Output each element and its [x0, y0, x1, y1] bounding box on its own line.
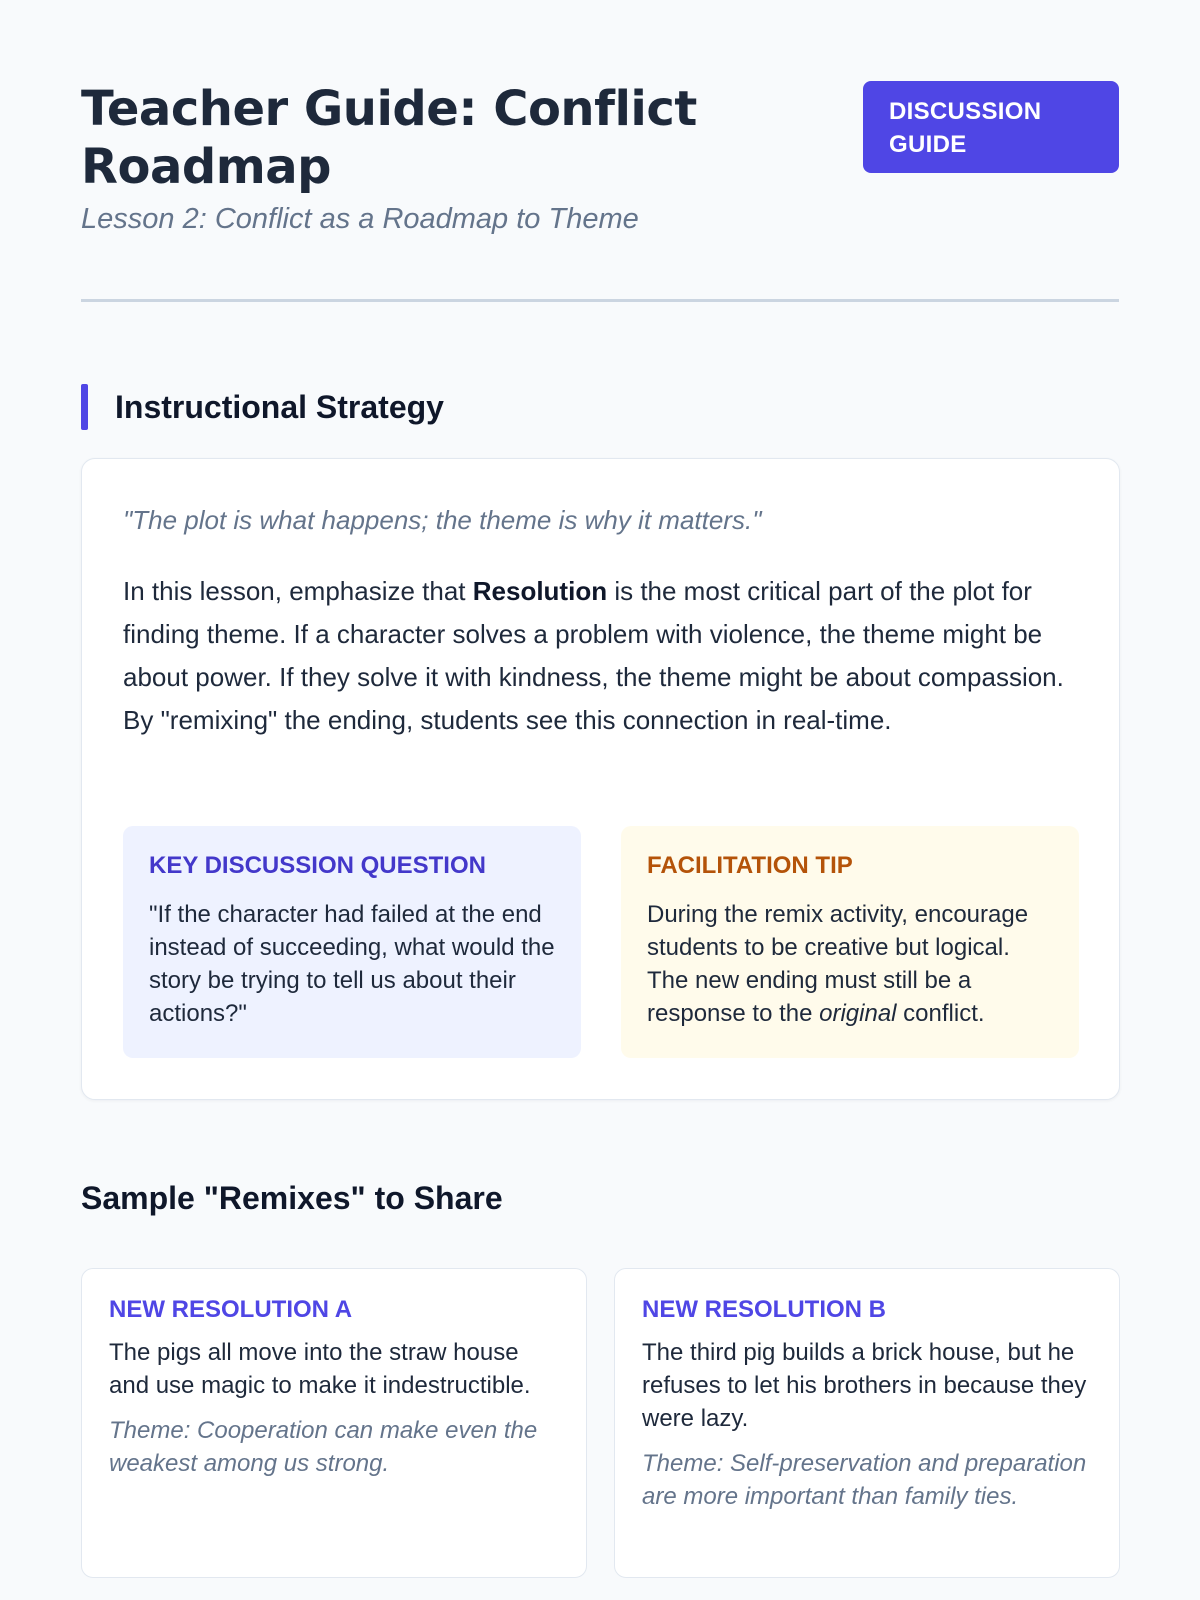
page-title: Teacher Guide: Conflict Roadmap	[81, 81, 697, 195]
remix-title: NEW RESOLUTION B	[642, 1296, 886, 1323]
remix-text: The third pig builds a brick house, but he refuses to let his brothers in because they were lazy.	[642, 1339, 1087, 1432]
strategy-heading	[81, 384, 444, 430]
strategy-title: Instructional Strategy	[115, 388, 444, 425]
remix-text: The pigs all move into the straw house and use magic to make it indestructible.	[109, 1339, 531, 1399]
tip-text-italic: original	[819, 1000, 897, 1027]
strategy-body-after: is the most critical part of the plot for finding theme. If a character solves a problem with violence, the theme might be about power. If they solve it with kindness, the theme might be about compassion. By "remixing" the ending, students see this connection in real-time.	[123, 576, 1064, 735]
remix-theme: Theme: Self-preservation and preparation are more important than family ties.	[642, 1450, 1087, 1510]
tip-text-before: During the remix activity, encourage students to be creative but logical. The new ending must still be a response to the	[647, 901, 1029, 1027]
discussion-guide-badge: DISCUSSION GUIDE	[863, 81, 1119, 173]
section-accent-bar	[81, 384, 88, 430]
remix-card-a	[81, 1268, 587, 1578]
strategy-body-before: In this lesson, emphasize that	[123, 576, 473, 606]
tip-text-after: conflict.	[896, 1000, 985, 1027]
key-question-callout	[123, 826, 581, 1058]
key-question-text: "If the character had failed at the end instead of succeeding, what would the story be trying to tell us about their actions?"	[149, 901, 555, 1027]
facilitation-tip-callout	[621, 826, 1079, 1058]
strategy-quote: "The plot is what happens; the theme is why it matters."	[123, 505, 762, 535]
strategy-body	[123, 570, 1083, 742]
page-header	[81, 0, 1119, 235]
page-subtitle: Lesson 2: Conflict as a Roadmap to Theme	[81, 203, 639, 235]
remix-card-b	[614, 1268, 1120, 1578]
header-divider	[81, 299, 1119, 302]
facilitation-tip-title: FACILITATION TIP	[647, 852, 853, 879]
strategy-card	[81, 458, 1120, 1100]
remix-title: NEW RESOLUTION A	[109, 1296, 353, 1323]
samples-title: Sample "Remixes" to Share	[81, 1180, 503, 1216]
key-question-title: KEY DISCUSSION QUESTION	[149, 852, 486, 879]
facilitation-tip-text	[647, 898, 1053, 1030]
remix-theme: Theme: Cooperation can make even the weakest among us strong.	[109, 1417, 538, 1477]
strategy-body-bold: Resolution	[472, 576, 608, 606]
